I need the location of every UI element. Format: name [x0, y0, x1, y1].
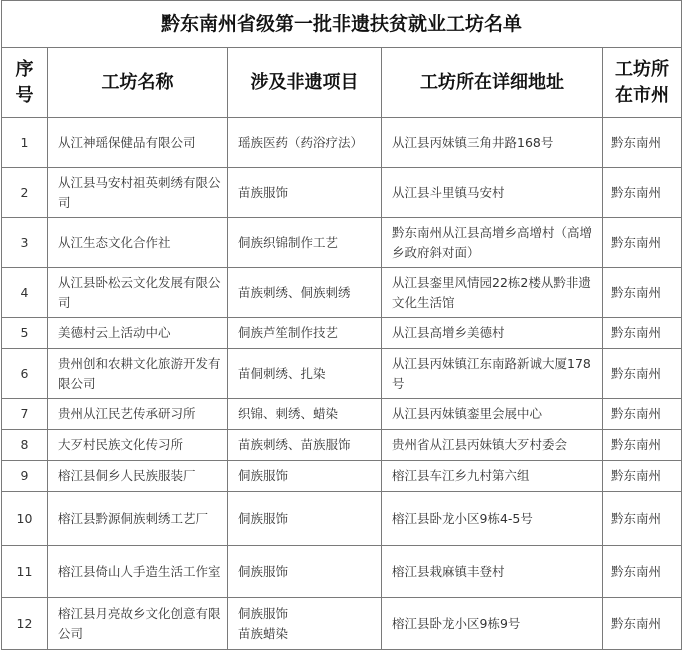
- row-number: 7: [2, 399, 48, 430]
- table-row: [2, 218, 682, 268]
- workshop-address: 榕江县卧龙小区9栋9号: [382, 598, 603, 650]
- heritage-project: 侗族织锦制作工艺: [228, 218, 382, 268]
- table-row: [2, 598, 682, 650]
- workshop-city: 黔东南州: [603, 168, 682, 218]
- table-row: [2, 399, 682, 430]
- table-row: [2, 168, 682, 218]
- heritage-project: 侗族服饰: [228, 546, 382, 598]
- table-row: [2, 492, 682, 546]
- row-number: 6: [2, 349, 48, 399]
- heritage-project: 苗族刺绣、苗族服饰: [228, 430, 382, 461]
- heritage-project: 苗族服饰: [228, 168, 382, 218]
- header-row: [2, 48, 682, 118]
- workshop-address: 从江县丙妹镇銮里会展中心: [382, 399, 603, 430]
- workshop-address: 榕江县车江乡九村第六组: [382, 461, 603, 492]
- workshop-city: 黔东南州: [603, 461, 682, 492]
- header-name: 工坊名称: [48, 48, 228, 118]
- workshop-city: 黔东南州: [603, 218, 682, 268]
- workshop-name: 美德村云上活动中心: [48, 318, 228, 349]
- table-row: [2, 546, 682, 598]
- workshop-address: 榕江县卧龙小区9栋4-5号: [382, 492, 603, 546]
- table-row: [2, 461, 682, 492]
- row-number: 10: [2, 492, 48, 546]
- workshop-name: 榕江县侗乡人民族服装厂: [48, 461, 228, 492]
- row-number: 9: [2, 461, 48, 492]
- workshop-address: 榕江县栽麻镇丰登村: [382, 546, 603, 598]
- workshop-name: 从江神瑶保健品有限公司: [48, 118, 228, 168]
- table-row: [2, 118, 682, 168]
- workshop-name: 贵州创和农耕文化旅游开发有限公司: [48, 349, 228, 399]
- workshop-table: [1, 0, 682, 650]
- table-row: [2, 318, 682, 349]
- table-row: [2, 430, 682, 461]
- row-number: 12: [2, 598, 48, 650]
- row-number: 8: [2, 430, 48, 461]
- workshop-address: 黔东南州从江县高增乡高增村（高增乡政府斜对面）: [382, 218, 603, 268]
- workshop-address: 从江县丙妹镇江东南路新诚大厦178号: [382, 349, 603, 399]
- workshop-city: 黔东南州: [603, 430, 682, 461]
- title-row: [2, 1, 682, 48]
- document-title: 黔东南州省级第一批非遗扶贫就业工坊名单: [2, 1, 682, 48]
- workshop-city: 黔东南州: [603, 118, 682, 168]
- row-number: 2: [2, 168, 48, 218]
- heritage-project: 侗族服饰 苗族蜡染: [228, 598, 382, 650]
- workshop-address: 从江县高增乡美德村: [382, 318, 603, 349]
- workshop-name: 贵州从江民艺传承研习所: [48, 399, 228, 430]
- table-row: [2, 268, 682, 318]
- row-number: 1: [2, 118, 48, 168]
- header-city: 工坊所在市州: [603, 48, 682, 118]
- workshop-name: 从江生态文化合作社: [48, 218, 228, 268]
- row-number: 3: [2, 218, 48, 268]
- heritage-project: 侗族芦笙制作技艺: [228, 318, 382, 349]
- workshop-city: 黔东南州: [603, 546, 682, 598]
- heritage-project: 瑶族医药（药浴疗法）: [228, 118, 382, 168]
- workshop-city: 黔东南州: [603, 349, 682, 399]
- workshop-name: 从江县卧松云文化发展有限公司: [48, 268, 228, 318]
- workshop-city: 黔东南州: [603, 598, 682, 650]
- workshop-name: 榕江县月亮故乡文化创意有限公司: [48, 598, 228, 650]
- heritage-project: 苗族刺绣、侗族刺绣: [228, 268, 382, 318]
- workshop-name: 大歹村民族文化传习所: [48, 430, 228, 461]
- workshop-address: 从江县丙妹镇三角井路168号: [382, 118, 603, 168]
- workshop-address: 从江县斗里镇马安村: [382, 168, 603, 218]
- heritage-project: 侗族服饰: [228, 461, 382, 492]
- header-project: 涉及非遗项目: [228, 48, 382, 118]
- workshop-address: 贵州省从江县丙妹镇大歹村委会: [382, 430, 603, 461]
- workshop-address: 从江县銮里风情园22栋2楼从黔非遗文化生活馆: [382, 268, 603, 318]
- heritage-project: 织锦、刺绣、蜡染: [228, 399, 382, 430]
- workshop-city: 黔东南州: [603, 318, 682, 349]
- row-number: 5: [2, 318, 48, 349]
- workshop-city: 黔东南州: [603, 268, 682, 318]
- workshop-city: 黔东南州: [603, 492, 682, 546]
- workshop-name: 从江县马安村祖英刺绣有限公司: [48, 168, 228, 218]
- heritage-project: 苗侗刺绣、扎染: [228, 349, 382, 399]
- workshop-name: 榕江县倚山人手造生活工作室: [48, 546, 228, 598]
- row-number: 11: [2, 546, 48, 598]
- row-number: 4: [2, 268, 48, 318]
- table-row: [2, 349, 682, 399]
- header-address: 工坊所在详细地址: [382, 48, 603, 118]
- workshop-name: 榕江县黔源侗族刺绣工艺厂: [48, 492, 228, 546]
- header-index: 序号: [2, 48, 48, 118]
- workshop-city: 黔东南州: [603, 399, 682, 430]
- heritage-project: 侗族服饰: [228, 492, 382, 546]
